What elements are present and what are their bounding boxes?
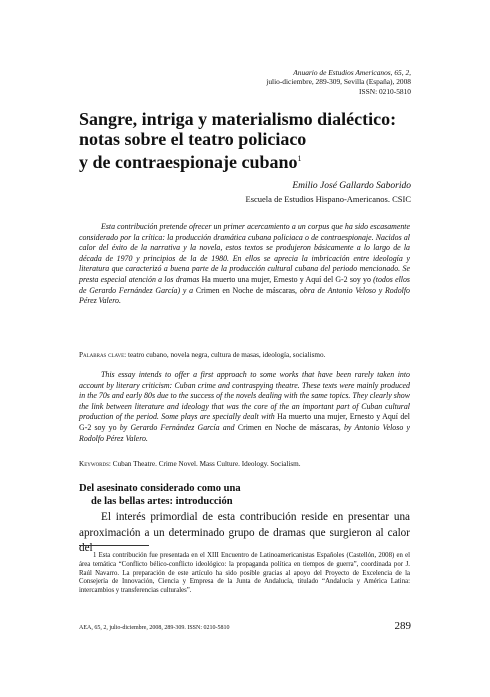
footnote-divider [79, 545, 149, 546]
abstract-es-text-1: Esta contribución pretende ofrecer un primer acercamiento a un corpus que ha sido escasamente considerado por la crítica: la producción dramática cubana policiaca o de contraespionaje. Nacidos al calor del éxito de la narrativa y la novela, estos textos se produjeron básicamente a lo largo de la década de 1970 y principios de la de 1980. En ellos se aprecia la imbricación entre ideología y literatura que caracterizó a buena parte de la producción cultural cubana del periodo mencionado. Se presta especial atención a los dramas [79, 222, 410, 284]
footnote: 1 Esta contribución fue presentada en el XIII Encuentro de Latinoamericanistas Españoles (Castellón, 2008) en el área temática “Conflicto bélico-conflicto ideológico: la propaganda política en tiempos de guerra”, coordinada por J. Raúl Navarro. La preparación de este artículo ha sido posible gracias al apoyo del Proyecto de Excelencia de la Consejería de Innovación, Ciencia y Empresa de la Junta de Andalucía, titulado “Andalucía y América Latina: intercambios y transferencias culturales”. [79, 552, 410, 595]
abstract-es-text-3: obra de Antonio Veloso y Rodolfo Pérez Valero. [79, 285, 410, 306]
abstract-en-text-3: by Antonio Veloso y Rodolfo Pérez Valero. [79, 422, 410, 443]
section-heading [79, 482, 241, 508]
abstract-es-works-1: Ha muerto una mujer, Ernesto y Aquí del G-2 soy yo [201, 274, 371, 284]
abstract-es-text-2: (todos ellos de Gerardo Fernández García) y a [79, 274, 410, 295]
page-footer: AEA, 65, 2, julio-diciembre, 2008, 289-309. ISSN: 0210-5810 [79, 625, 230, 631]
keywords-en-label: Keywords: [79, 460, 111, 468]
title-line-3: y de contraespionaje cubano [79, 152, 298, 172]
keywords-es-text: teatro cubano, novela negra, cultura de masas, ideología, socialismo. [127, 351, 326, 359]
abstract-en-text-2: by Gerardo Fernández García and [119, 422, 235, 432]
keywords-es-label: Palabras clave: [79, 351, 127, 359]
body-paragraph: El interés primordial de esta contribución reside en presentar una aproximación a un determinado grupo de dramas que surgieron al calor del [79, 511, 410, 554]
abstract-spanish [79, 222, 410, 307]
author-name: Emilio José Gallardo Saborido [292, 181, 411, 191]
abstract-es-works-2: Crimen en Noche de máscaras, [195, 285, 298, 295]
page-number: 289 [394, 620, 411, 632]
abstract-en-works-2: Crimen en Noche de máscaras, [237, 422, 341, 432]
abstract-en-text-1: This essay intends to offer a first approach to some works that have been rarely taken into account by literary criticism: Cuban crime and contraspying theatre. These texts were mainly produced in the 70s and early 80s due to the success of the novels dealing with the same topics. They clearly show the link between literature and ideology that was the core of the an important part of Cuban cultural production of the period. Some plays are specially dealt with [79, 370, 410, 422]
title-line-2: notas sobre el teatro policiaco [79, 129, 307, 149]
journal-header [266, 68, 411, 96]
author-affiliation: Escuela de Estudios Hispano-Americanos. CSIC [245, 194, 411, 204]
keywords-spanish [79, 350, 410, 360]
journal-name: Anuario de Estudios Americanos, 65, 2, [293, 68, 411, 77]
abstract-english [79, 370, 410, 444]
title-line-1: Sangre, intriga y materialismo dialéctico: [79, 109, 397, 129]
section-heading-line-2: de las bellas artes: introducción [91, 496, 233, 507]
abstract-en-works-1: Ha muerto una mujer, Ernesto y Aquí del G-2 soy yo [79, 412, 410, 432]
keywords-en-text: Cuban Theatre. Crime Novel. Mass Culture. Ideology. Socialism. [112, 460, 301, 468]
journal-issue: julio-diciembre, 289-309, Sevilla (España), 2008 [266, 77, 411, 87]
keywords-english [79, 459, 410, 469]
footnote-marker[interactable]: 1 [297, 154, 302, 163]
article-title [79, 109, 419, 172]
journal-issn: ISSN: 0210-5810 [359, 86, 411, 96]
section-heading-line-1: Del asesinato considerado como una [79, 483, 241, 494]
